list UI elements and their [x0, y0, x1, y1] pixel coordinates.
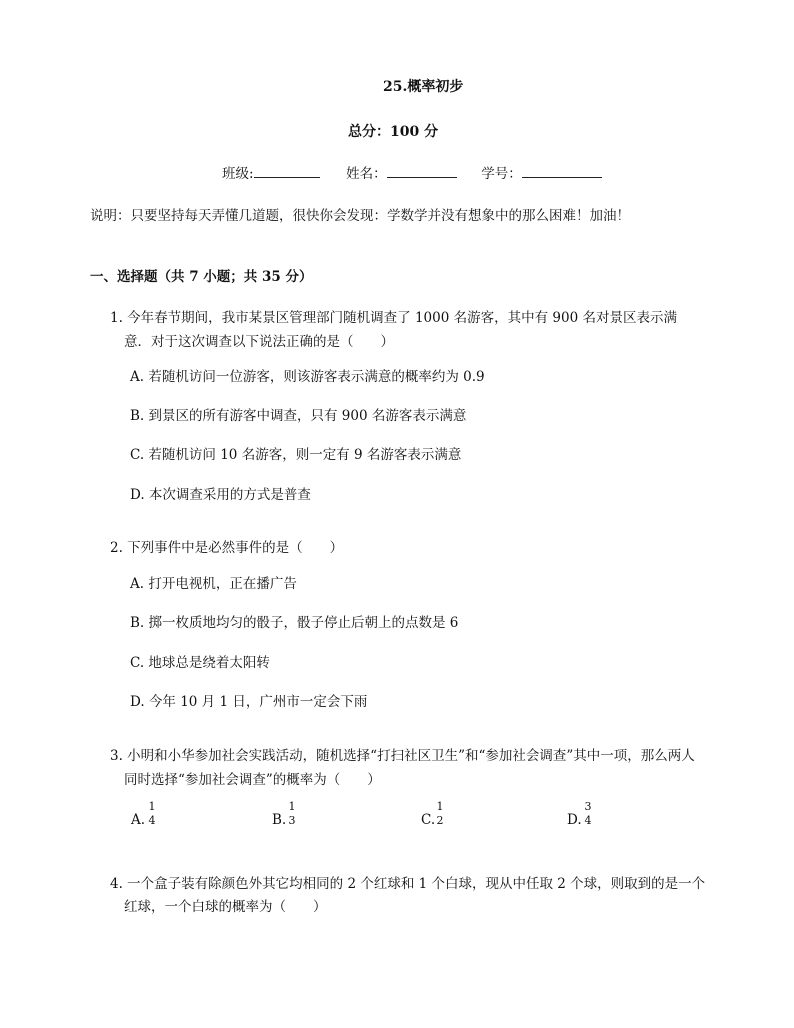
fraction-denominator: 2 [436, 814, 444, 827]
question-4-line-2: 红球，一个白球的概率为（ ） [124, 899, 327, 915]
name-field[interactable] [387, 163, 457, 178]
question-3-option-a-fraction [146, 800, 158, 828]
question-2-option-c: C. 地球总是绕着太阳转 [130, 655, 270, 671]
student-id-field[interactable] [522, 163, 602, 178]
question-2-option-d: D. 今年 10 月 1 日，广州市一定会下雨 [130, 694, 368, 710]
fraction-denominator: 4 [148, 814, 156, 827]
question-2-option-b: B. 掷一枚质地均匀的骰子，骰子停止后朝上的点数是 6 [130, 615, 459, 631]
question-1-line-1: 1. 今年春节期间，我市某景区管理部门随机调查了 1000 名游客，其中有 900 名对景区表示满 [110, 310, 677, 326]
name-label: 姓名： [346, 166, 387, 182]
question-3-option-a-label: A. [131, 812, 146, 828]
question-2-option-a: A. 打开电视机，正在播广告 [130, 576, 297, 592]
question-3-option-d-label: D. [567, 812, 582, 828]
fraction-numerator: 1 [148, 800, 156, 813]
total-score: 总分：100 分 [348, 124, 439, 140]
class-field[interactable] [254, 163, 320, 178]
question-3-option-b-fraction [286, 800, 298, 828]
question-3-line-1: 3. 小明和小华参加社会实践活动，随机选择“打扫社区卫生”和“参加社会调查”其中一项，那么两人 [110, 748, 695, 764]
fraction-numerator: 3 [584, 800, 592, 813]
question-3-option-d-fraction [582, 800, 594, 828]
question-1-option-a: A. 若随机访问一位游客，则该游客表示满意的概率约为 0.9 [130, 369, 485, 385]
instructions-note: 说明：只要坚持每天弄懂几道题，很快你会发现：学数学并没有想象中的那么困难！加油！ [90, 208, 630, 224]
question-3-option-b-label: B. [272, 812, 287, 828]
fraction-numerator: 1 [288, 800, 296, 813]
page-title: 25.概率初步 [383, 79, 464, 95]
student-info-row [222, 162, 602, 182]
question-3-option-c-label: C. [421, 812, 436, 828]
question-1-line-2: 意．对于这次调查以下说法正确的是（ ） [124, 334, 394, 350]
question-2-line-1: 2. 下列事件中是必然事件的是（ ） [110, 540, 344, 556]
fraction-numerator: 1 [436, 800, 444, 813]
section-heading: 一、选择题（共 7 小题；共 35 分） [90, 269, 313, 285]
question-1-option-b: B. 到景区的所有游客中调查，只有 900 名游客表示满意 [130, 408, 467, 424]
question-4-line-1: 4. 一个盒子装有除颜色外其它均相同的 2 个红球和 1 个白球，现从中任取 2 个球，则取到的是一个 [110, 876, 706, 892]
question-1-option-c: C. 若随机访问 10 名游客，则一定有 9 名游客表示满意 [130, 447, 462, 463]
class-label: 班级: [222, 166, 254, 182]
question-3-option-c-fraction [434, 800, 446, 828]
question-3-line-2: 同时选择“参加社会调查”的概率为（ ） [124, 772, 381, 788]
student-id-label: 学号： [481, 166, 522, 182]
fraction-denominator: 3 [288, 814, 296, 827]
question-1-option-d: D. 本次调查采用的方式是普查 [130, 487, 311, 503]
fraction-denominator: 4 [584, 814, 592, 827]
